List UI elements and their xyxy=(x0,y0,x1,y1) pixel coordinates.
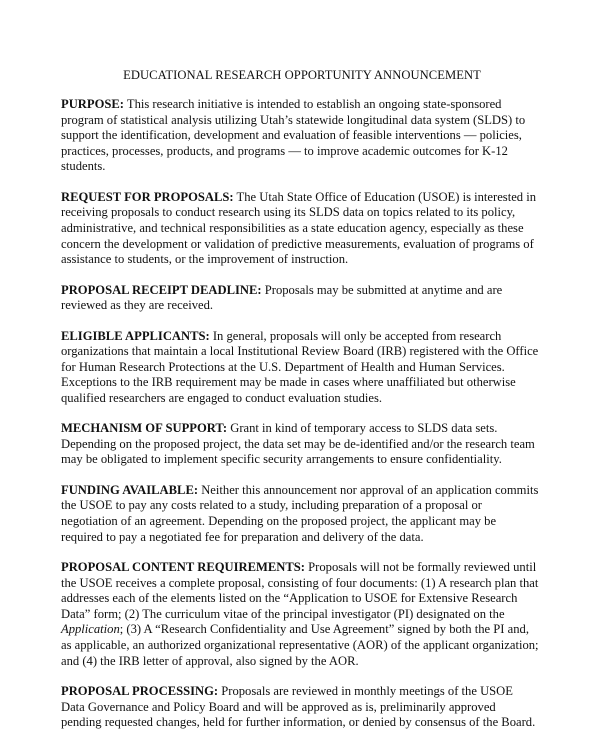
section-mechanism-of-support xyxy=(61,421,539,468)
section-body: The Utah State Office of Education (USOE) is interested in receiving proposals to conduct research using its SLDS data on topics related to its policy, administrative, and technical responsibilities as a state education agency, especially as these concern the development or validation of predictive measurements, evaluation of programs of assistance to students, or the improvement of instruction. xyxy=(61,189,537,267)
section-body: ; (3) A “Research Confidentiality and Use Agreement” signed by both the PI and, as applicable, an authorized organizational representative (AOR) of the applicant organization; and (4) the IRB letter of approval, also signed by the AOR. xyxy=(61,622,539,668)
section-heading: PROPOSAL PROCESSING: xyxy=(61,683,219,698)
section-body: Grant in kind of temporary access to SLDS data sets. Depending on the proposed project, the data set may be de-identified and/or the research team may be obligated to implement specific security arrangements to ensure confidentiality. xyxy=(61,421,535,467)
section-heading: ELIGIBLE APPLICANTS: xyxy=(61,328,210,343)
section-body: Neither this announcement nor approval of an application commits the USOE to pay any costs related to a study, including preparation of a proposal or negotiation of an agreement. Depending on the proposed project, the applicant may be required to pay a negotiated fee for preparation and delivery of the data. xyxy=(61,482,539,544)
section-heading: REQUEST FOR PROPOSALS: xyxy=(61,189,234,204)
section-funding-available xyxy=(61,483,539,545)
section-eligible-applicants xyxy=(61,329,539,407)
document-page xyxy=(61,67,539,746)
section-proposal-content-requirements xyxy=(61,560,539,669)
section-body: Proposals are reviewed in monthly meetings of the USOE Data Governance and Policy Board and will be approved as is, preliminarily approved pending requested changes, held for further information, or denied by consensus of the Board. xyxy=(61,683,536,730)
section-heading: FUNDING AVAILABLE: xyxy=(61,482,199,497)
section-request-for-proposals xyxy=(61,190,539,268)
section-body-italic: Application xyxy=(61,622,120,637)
section-heading: PURPOSE: xyxy=(61,97,124,111)
section-proposal-processing xyxy=(61,684,539,731)
section-body: Proposals may be submitted at anytime and are reviewed as they are received. xyxy=(61,282,503,313)
section-body: This research initiative is intended to establish an ongoing state-sponsored program of statistical analysis utilizing Utah’s statewide longitudinal data system (SLDS) to support the identification, development and evaluation of feasible interventions — policies, practices, processes, products, and programs — to improve academic outcomes for K-12 students. xyxy=(61,97,526,174)
section-heading: PROPOSAL CONTENT REQUIREMENTS: xyxy=(61,560,305,575)
section-heading: MECHANISM OF SUPPORT: xyxy=(61,421,228,436)
section-heading: PROPOSAL RECEIPT DEADLINE: xyxy=(61,282,262,297)
section-purpose xyxy=(61,97,539,175)
document-title: EDUCATIONAL RESEARCH OPPORTUNITY ANNOUNCEMENT xyxy=(123,68,481,82)
section-body: In general, proposals will only be accepted from research organizations that maintain a local Institutional Review Board (IRB) registered with the Office for Human Research Protections at the U.S. Department of Health and Human Services. Exceptions to the IRB requirement may be made in cases where unaffiliated but otherwise qualified researchers are engaged to conduct evaluation studies. xyxy=(61,328,539,405)
section-proposal-receipt-deadline xyxy=(61,283,539,314)
section-body: Proposals will not be formally reviewed until the USOE receives a complete proposal, consisting of four documents: (1) A research plan that addresses each of the elements listed on the “Application to USOE for Extensive Research Data” form; (2) The curriculum vitae of the principal investigator (PI) designated on the xyxy=(61,560,539,621)
